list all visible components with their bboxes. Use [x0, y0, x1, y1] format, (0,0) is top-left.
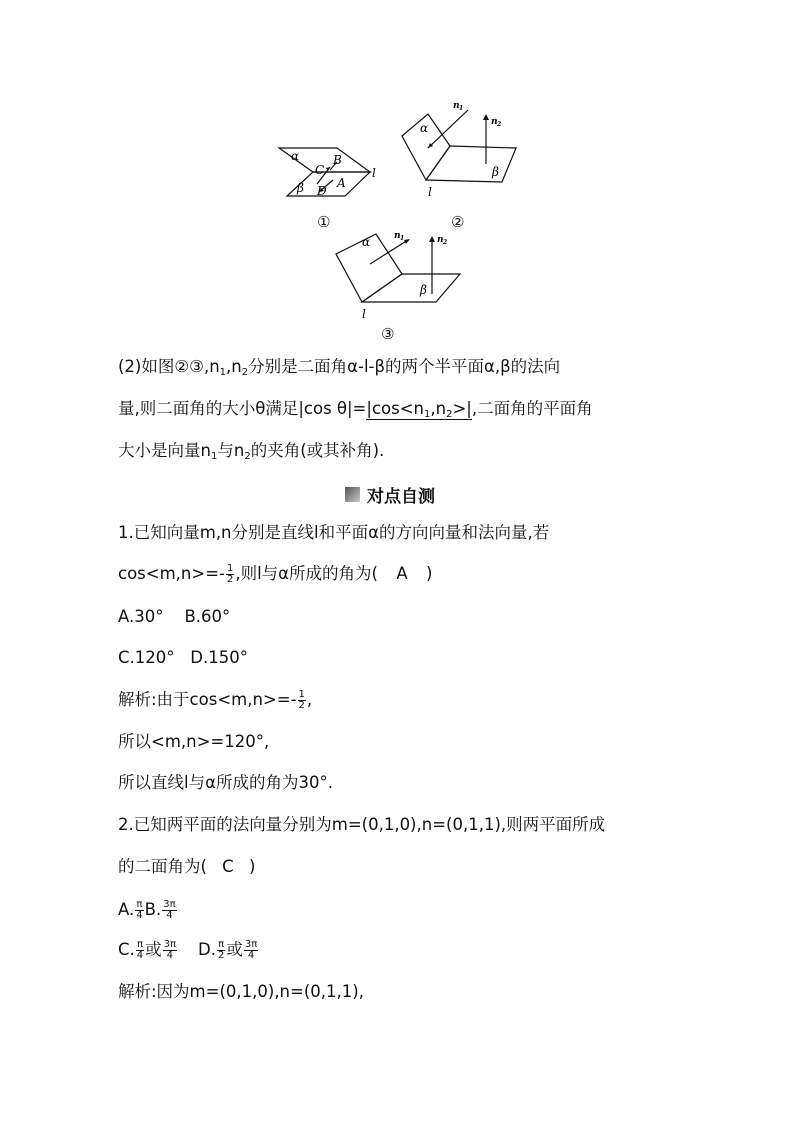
q2-solution-line-1: 解析:因为m=(0,1,0),n=(0,1,1), [118, 982, 364, 1001]
figure-1-number: ① [317, 213, 331, 231]
q1-solution-line-1: 解析:由于cos<m,n>=- $\frac{1}{2}$ , [118, 689, 313, 711]
fraction: $\frac{\pi}{4}$ [136, 939, 144, 961]
section-heading: 对点自测 [345, 482, 435, 507]
q1-solution-line-2: 所以<m,n>=120°, [118, 732, 270, 751]
q1-options-ab: A.30° B.60° [118, 607, 231, 626]
fig2-beta-label: β [492, 165, 499, 179]
figure-1-drawing [275, 140, 385, 200]
section-marker-icon [345, 487, 360, 502]
q1-options-cd: C.120° D.150° [118, 648, 248, 667]
q2-stem-line-2: 的二面角为( C ) [118, 857, 256, 876]
fraction: $\frac{\pi}{2}$ [218, 939, 225, 961]
fig2-l-label: l [428, 185, 432, 199]
figure-2-dihedral-angle [398, 96, 522, 200]
fig2-n1-label: n [453, 101, 460, 111]
fraction: $\frac{3\pi}{4}$ [163, 899, 176, 921]
fig3-l-label: l [362, 307, 366, 321]
fig3-n1-label: n [394, 231, 401, 241]
fig1-l-label: l [372, 166, 376, 180]
fig2-n1-sub: 1 [459, 105, 464, 112]
q2-answer: C [222, 857, 234, 876]
figure-3-drawing [332, 228, 464, 322]
figure-3-number: ③ [381, 325, 395, 343]
fig1-c-label: C [315, 163, 325, 177]
q1-stem-line-2: cos<m,n>=- $\frac{1}{2}$ ,则l与α所成的角为( A ) [118, 563, 433, 585]
para2-line-1: (2)如图$②③,n_1,n_2$分别是二面角α-l-β的两个半平面α,β的法向 [118, 357, 561, 378]
fig1-d-label: D [317, 184, 327, 198]
fraction: $\frac{1}{2}$ [226, 563, 234, 585]
fig3-n2-sub: 2 [443, 239, 448, 246]
figure-3-dihedral-angle [332, 228, 464, 322]
q2-options-ab: A. $\frac{\pi}{4}$ B. $\frac{3\pi}{4}$ [118, 899, 176, 921]
q2-stem-line-1: 2.已知两平面的法向量分别为m=(0,1,0),n=(0,1,1),则两平面所成 [118, 815, 606, 834]
fraction: $\frac{1}{2}$ [298, 689, 305, 711]
fraction: $\frac{3\pi}{4}$ [244, 939, 258, 961]
para2-line-3: 大小是向量$n_1$与$n_2$的夹角(或其补角). [118, 441, 385, 462]
figure-2-drawing [398, 96, 522, 200]
figure-1-dihedral-angle [275, 140, 385, 200]
fig2-n2-sub: 2 [497, 121, 502, 128]
fig1-beta-label: β [297, 181, 304, 195]
fig3-n2-label: n [437, 235, 444, 245]
fig1-b-label: B [333, 153, 342, 167]
para2-line-2: 量,则二面角的大小θ满足|cos $\theta|=|\cos<n_1,n_2>|$,二面角的平面角 [118, 399, 593, 420]
q1-answer: A [396, 564, 408, 583]
fig3-alpha-label: α [362, 235, 371, 249]
fig1-a-label: A [337, 176, 346, 190]
fig1-alpha-label: α [291, 149, 300, 163]
fig2-n2-label: n [491, 117, 498, 127]
fraction: $\frac{\pi}{4}$ [136, 899, 143, 921]
fig3-n1-sub: 1 [400, 235, 405, 242]
q1-stem-line-1: 1.已知向量m,n分别是直线l和平面α的方向向量和法向量,若 [118, 523, 550, 542]
fig2-alpha-label: α [420, 121, 429, 135]
fig3-beta-label: β [420, 283, 427, 297]
figure-2-number: ② [451, 213, 465, 231]
fraction: $\frac{3\pi}{4}$ [163, 939, 177, 961]
fill-in-answer: $|\cos<n_1,n_2>|$ [366, 399, 472, 420]
q2-options-cd: C. $\frac{\pi}{4}$ 或 $\frac{3\pi}{4}$ D. $\frac{\pi}{2}$ 或 $\frac{3\pi}{4}$ [118, 939, 258, 961]
q1-solution-line-3: 所以直线l与α所成的角为30°. [118, 773, 333, 792]
